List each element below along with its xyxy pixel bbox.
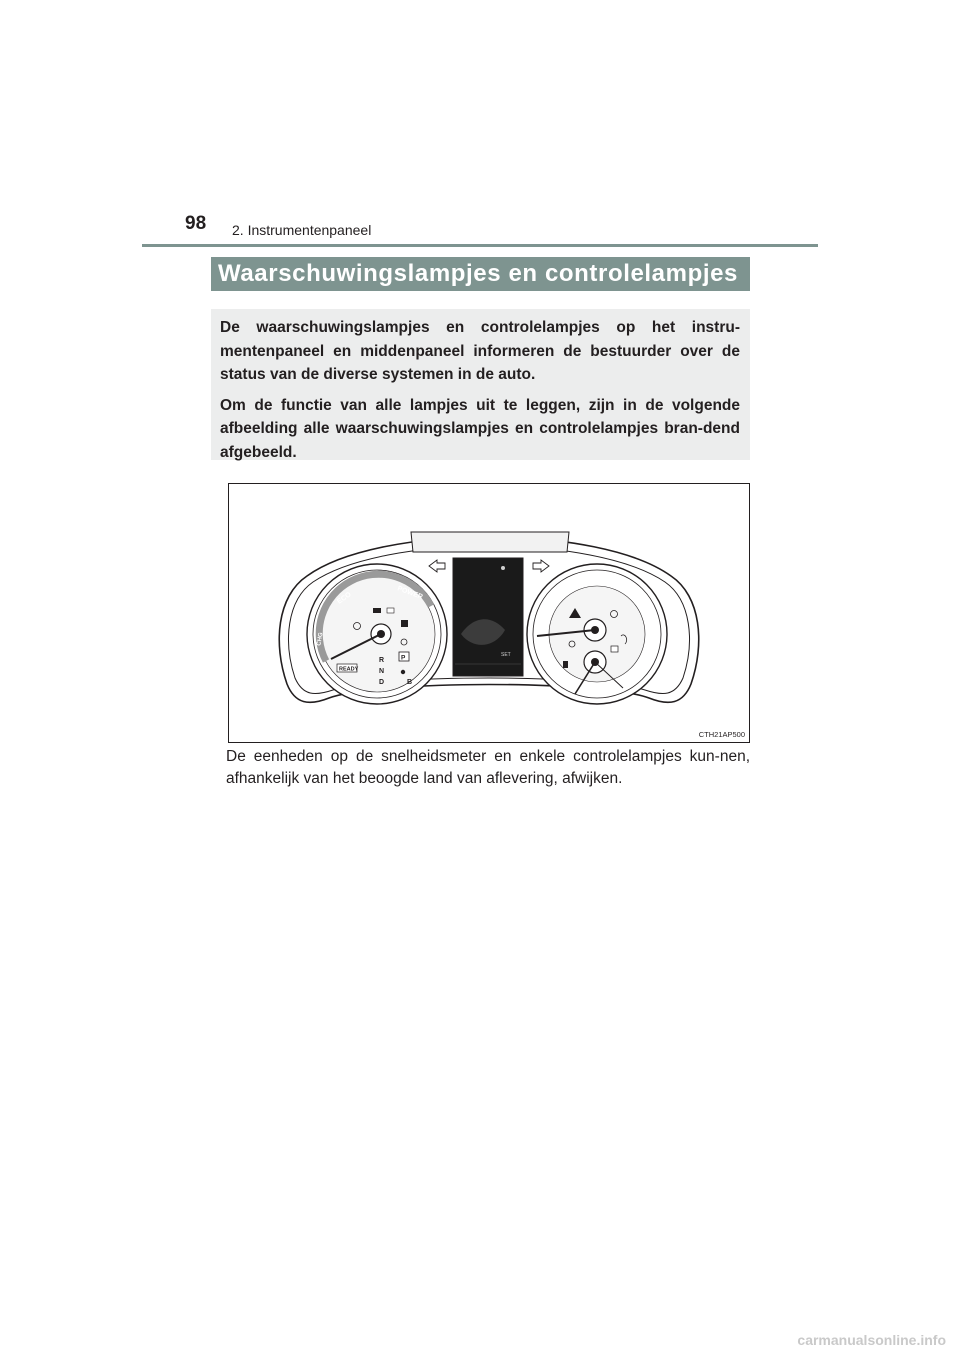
speedometer (527, 564, 667, 704)
headlight-icon (373, 608, 381, 613)
top-housing (411, 532, 569, 552)
chg-label: CHG (316, 632, 325, 647)
power-label: POWER (396, 585, 424, 601)
watermark: carmanualsonline.info (797, 1332, 946, 1348)
intro-paragraph-2: Om de functie van alle lampjes uit te leggen, zijn in de volgende afbeelding alle waarschuwingslampjes en controlelampjes bran-dend afgebeeld. (220, 396, 740, 461)
seatbelt-icon (401, 620, 408, 627)
set-label: SET (501, 652, 511, 658)
page-number: 98 (185, 213, 207, 234)
shift-r-label: R (379, 657, 385, 664)
note-paragraph (226, 746, 750, 790)
multi-information-display (453, 558, 523, 676)
turn-right-arrow-icon (533, 560, 549, 572)
ready-label: READY (339, 666, 359, 673)
header-rule (142, 244, 818, 247)
turn-left-arrow-icon (429, 560, 445, 572)
auto-light-icon (387, 608, 394, 613)
shift-b-label: B (407, 679, 413, 686)
hybrid-system-indicator (307, 564, 447, 704)
snowflake-icon (501, 566, 505, 570)
instrument-cluster-figure (228, 483, 750, 743)
figure-code: CTH21AP500 (698, 730, 745, 739)
intro-paragraph-1: De waarschuwingslampjes en controlelampjes op het instru-mentenpaneel en middenpaneel informeren de bestuurder over de status van de diverse systemen in de auto. (220, 319, 740, 383)
chapter-title: 2. Instrumentenpaneel (232, 222, 372, 238)
eco-label: ECO (336, 591, 353, 606)
airbag-warning-icon (611, 646, 618, 652)
intro-box (211, 309, 750, 460)
note-text: De eenheden op de snelheidsmeter en enkele controlelampjes kun-nen, afhankelijk van het beoogde land van aflevering, afwijken. (226, 748, 750, 787)
fuel-icon (563, 661, 568, 668)
shift-d-label: D (379, 679, 385, 686)
instrument-cluster-illustration (229, 484, 749, 742)
section-title: Waarschuwingslampjes en controlelampjes (211, 257, 750, 291)
shift-p-label: P (401, 654, 406, 662)
shift-n-label: N (379, 668, 385, 675)
